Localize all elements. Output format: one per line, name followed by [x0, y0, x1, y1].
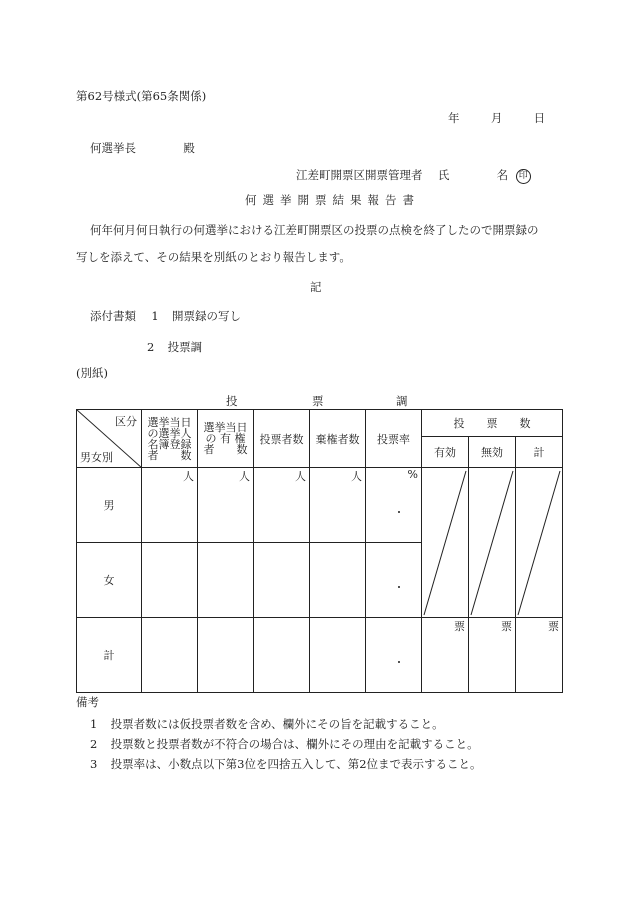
- note-item: [90, 756, 482, 772]
- sender: [296, 167, 531, 184]
- body-line-2: 写しを添えて、その結果を別紙のとおり報告します。: [76, 250, 351, 264]
- cell-abstainers: [310, 543, 366, 618]
- attachments-label: 添付書類: [90, 309, 136, 323]
- decimal-dot: ・: [393, 506, 405, 519]
- corner-top-label: 区分: [115, 415, 137, 428]
- addressee: [90, 140, 195, 156]
- cell-registered: [142, 618, 198, 693]
- cell-abstainers: [310, 618, 366, 693]
- seal-mark: 印: [516, 169, 531, 184]
- note-text: 投票数と投票者数が不符合の場合は、欄外にその理由を記載すること。: [110, 737, 479, 751]
- note-number: 2: [90, 737, 98, 751]
- unit-label: 人: [295, 470, 306, 483]
- header-eligible: [198, 410, 254, 468]
- header-registered: [142, 410, 198, 468]
- attachment-text: 開票録の写し: [171, 309, 241, 323]
- note-text: 投票者数には仮投票者数を含め、欄外にその旨を記載すること。: [110, 717, 444, 731]
- corner-bottom-label: 男女別: [80, 451, 113, 464]
- header-abstainers: 棄権者数: [310, 410, 366, 468]
- date-year: 年: [448, 111, 460, 125]
- unit-label: 人: [239, 470, 250, 483]
- header-line: 者 数: [147, 448, 192, 462]
- unit-label: %: [407, 468, 418, 481]
- attachment-no: 2: [147, 340, 155, 354]
- cell-abstainers: [310, 468, 366, 543]
- decimal-dot: ・: [393, 656, 405, 669]
- date-day: 日: [533, 111, 546, 125]
- document-title: 何選挙開票結果報告書: [245, 193, 420, 207]
- cell-total-struck: [516, 468, 563, 618]
- cell-eligible: [198, 543, 254, 618]
- header-votes-group: 投 票 数: [422, 410, 563, 437]
- cell-valid-struck: [422, 468, 469, 618]
- header-line: の選挙人: [147, 426, 192, 440]
- unit-label: 票: [454, 620, 465, 633]
- attachment-item-2: [147, 339, 202, 355]
- note-text: 投票率は、小数点以下第3位を四捨五入して、第2位まで表示すること。: [110, 757, 482, 771]
- cell-voters: [254, 468, 310, 543]
- row-label-male: 男: [77, 468, 142, 543]
- cell-voters: [254, 543, 310, 618]
- table-title-1: 投: [226, 394, 238, 408]
- cell-total: [516, 618, 563, 693]
- header-line: の 有 権: [205, 432, 246, 445]
- sender-shi: 氏: [437, 168, 450, 182]
- note-item: [90, 716, 444, 732]
- appendix-label: (別紙): [76, 366, 108, 380]
- table-title-3: 調: [396, 394, 408, 408]
- ki-heading: 記: [310, 280, 322, 294]
- form-number: 第62号様式(第65条関係): [76, 89, 207, 103]
- cell-invalid-struck: [469, 468, 516, 618]
- attachments: [90, 308, 241, 324]
- header-line: 者 数: [203, 443, 248, 456]
- cell-invalid: [469, 618, 516, 693]
- note-number: 3: [90, 757, 98, 771]
- addressee-honorific: 殿: [183, 141, 195, 155]
- date-line: [448, 110, 545, 126]
- header-line: 名簿登録: [147, 437, 192, 451]
- sender-mei: 名: [496, 168, 509, 182]
- header-total: 計: [516, 437, 563, 468]
- cell-rate: [366, 618, 422, 693]
- sender-title: 江差町開票区開票管理者: [296, 168, 423, 182]
- cell-eligible: [198, 618, 254, 693]
- header-rate: 投票率: [366, 410, 422, 468]
- vote-tally-table: [76, 409, 563, 693]
- note-number: 1: [90, 717, 98, 731]
- body-line-1: 何年何月何日執行の何選挙における江差町開票区の投票の点検を終了したので開票録の: [90, 223, 539, 237]
- note-item: [90, 736, 479, 752]
- cell-voters: [254, 618, 310, 693]
- cell-rate: [366, 543, 422, 618]
- attachment-text: 投票調: [167, 340, 203, 354]
- cell-valid: [422, 618, 469, 693]
- row-label-female: 女: [77, 543, 142, 618]
- unit-label: 人: [351, 470, 362, 483]
- attachment-no: 1: [151, 309, 159, 323]
- header-line: 選挙当日: [147, 415, 192, 429]
- date-month: 月: [490, 111, 503, 125]
- table-title-2: 票: [312, 394, 324, 408]
- notes-heading: 備考: [76, 695, 99, 709]
- cell-registered: [142, 543, 198, 618]
- cell-registered: [142, 468, 198, 543]
- cell-rate: [366, 468, 422, 543]
- unit-label: 人: [183, 470, 194, 483]
- corner-cell: [77, 410, 142, 468]
- unit-label: 票: [501, 620, 512, 633]
- strike-line: [469, 469, 515, 617]
- row-label-total: 計: [77, 618, 142, 693]
- strike-line: [422, 469, 468, 617]
- header-line: 選挙当日: [203, 421, 248, 434]
- addressee-name: 何選挙長: [90, 141, 136, 155]
- decimal-dot: ・: [393, 581, 405, 594]
- header-valid: 有効: [422, 437, 469, 468]
- header-voters: 投票者数: [254, 410, 310, 468]
- unit-label: 票: [548, 620, 559, 633]
- cell-eligible: [198, 468, 254, 543]
- header-invalid: 無効: [469, 437, 516, 468]
- strike-line: [516, 469, 562, 617]
